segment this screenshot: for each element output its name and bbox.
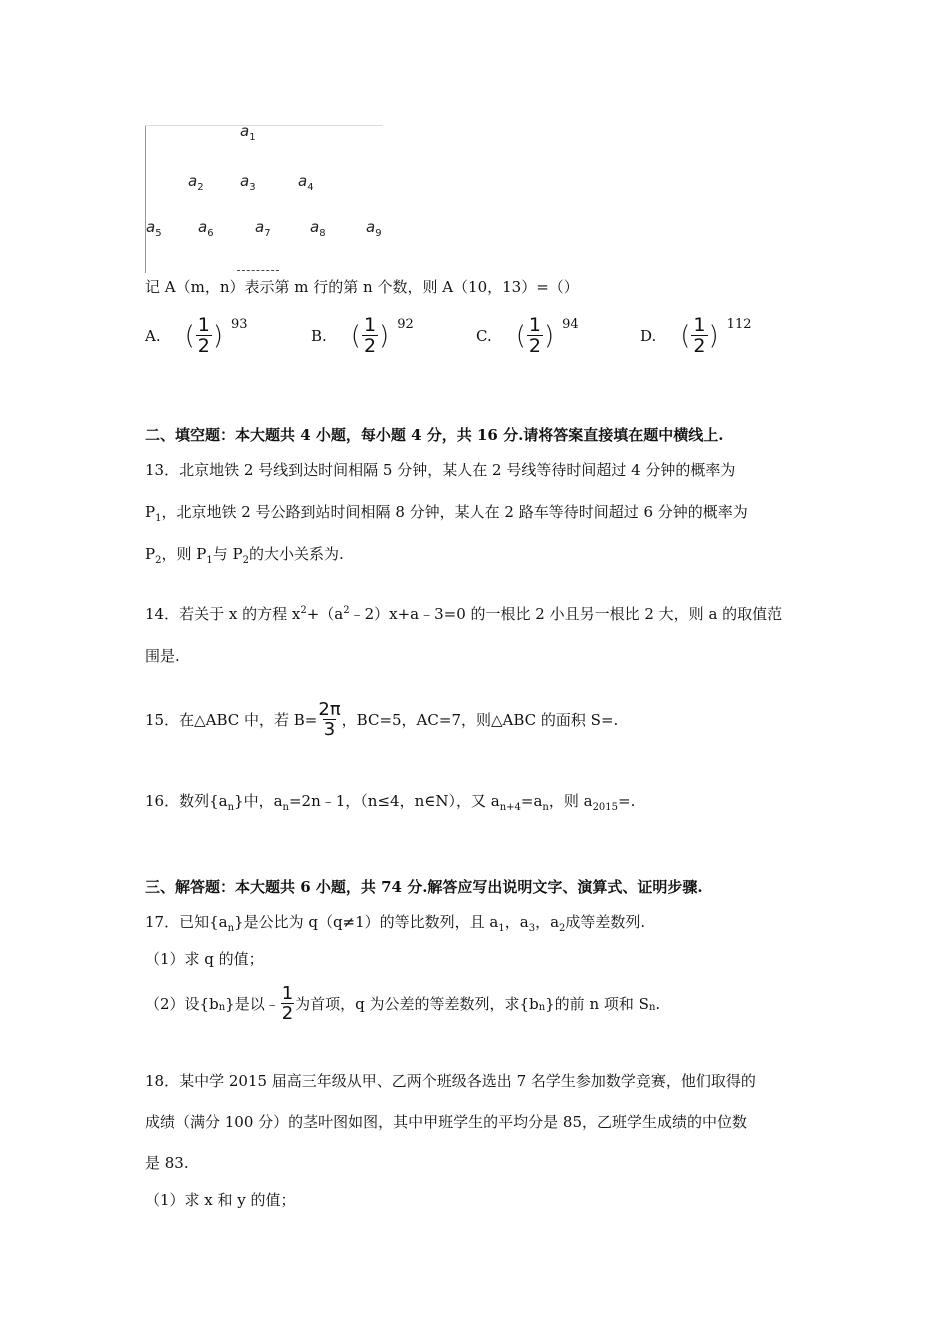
q17-subq1: （1）求 q 的值； (145, 950, 264, 968)
term-a2: $a_2$ (188, 172, 204, 193)
term-a1: $a_1$ (240, 122, 256, 143)
q15-line: 15．在△ABC 中，若 B= $\frac{2\pi}{3}$ ，BC=5，AC=7，则△ABC 的面积 S=. (145, 699, 619, 740)
fraction: $\frac{1}{2}$ (528, 314, 541, 357)
choice-label: A. (145, 326, 161, 345)
term-a7: $a_7$ (255, 218, 271, 239)
q12-choice-b: B. ( $\frac{1}{2}$ ) 92 (311, 314, 414, 357)
figure-top-border (145, 125, 383, 126)
section3-heading: 三、解答题：本大题共 6 小题，共 74 分.解答应写出说明文字、演算式、证明步骤. (145, 878, 703, 896)
q12-stem: 记 A（m，n）表示第 m 行的第 n 个数，则 A（10，13）=（） (145, 278, 579, 296)
q13-line2: $P_1$，北京地铁 2 号公路到站时间相隔 8 分钟，某人在 2 路车等待时间超过 6 分钟的概率为 (145, 503, 748, 524)
term-a4: $a_4$ (298, 172, 314, 193)
q13-line3: $P_2$，则 $P_1$与 $P_2$的大小关系为. (145, 545, 344, 566)
q18-line1: 18．某中学 2015 届高三年级从甲、乙两个班级各选出 7 名学生参加数学竞赛，他们取得的 (145, 1072, 756, 1090)
term-a9: $a_9$ (366, 218, 382, 239)
q18-line2: 成绩（满分 100 分）的茎叶图如图，其中甲班学生的平均分是 85，乙班学生成绩的中位数 (145, 1113, 748, 1131)
q18-line3: 是 83. (145, 1154, 189, 1172)
choice-label: C. (476, 326, 492, 345)
q12-choice-c: C. ( $\frac{1}{2}$ ) 94 (476, 314, 579, 357)
q18-subq1: （1）求 x 和 y 的值； (145, 1191, 296, 1209)
fraction: $\frac{1}{2}$ (281, 983, 294, 1024)
exponent: 92 (397, 317, 414, 332)
term-a6: $a_6$ (198, 218, 214, 239)
q14-line2: 围是. (145, 647, 180, 665)
figure-ellipsis-dashes (237, 270, 279, 271)
q12-choice-d: D. ( $\frac{1}{2}$ ) 112 (640, 314, 752, 357)
term-a5: $a_5$ (146, 218, 162, 239)
fraction: $\frac{1}{2}$ (363, 314, 377, 357)
term-a3: $a_3$ (240, 172, 256, 193)
figure-left-border (145, 125, 146, 273)
q16-line: 16．数列$\{a_n\}$中，$a_n=2n﹣1$，（n≤4，n∈N），又 $a_{n+4}=a_n$，则 $a_{2015}=$. (145, 792, 636, 813)
exponent: 94 (562, 317, 579, 332)
term-a8: $a_8$ (310, 218, 326, 239)
exponent: 112 (726, 317, 752, 332)
fraction: $\frac{1}{2}$ (197, 314, 210, 357)
q17-stem: 17．已知$\{a_n\}$是公比为 q（q≠1）的等比数列，且 $a_1$，$a_3$，$a_2$成等差数列. (145, 913, 646, 934)
fraction: $\frac{2\pi}{3}$ (318, 699, 341, 740)
choice-label: D. (640, 326, 657, 345)
fraction: $\frac{1}{2}$ (693, 314, 706, 357)
q14-line1: 14．若关于 x 的方程 $x^2+(a^2﹣2)x+a﹣3=0$ 的一根比 2 小且另一根比 2 大，则 a 的取值范 (145, 605, 783, 623)
choice-label: B. (311, 326, 327, 345)
section2-heading: 二、填空题：本大题共 4 小题，每小题 4 分，共 16 分.请将答案直接填在题中横线上. (145, 426, 724, 444)
q13-line1: 13．北京地铁 2 号线到达时间相隔 5 分钟，某人在 2 号线等待时间超过 4 分钟的概率为 (145, 461, 736, 479)
exponent: 93 (231, 317, 248, 332)
q12-choice-a: A. ( $\frac{1}{2}$ ) 93 (145, 314, 248, 357)
q17-subq2: （2）设{b $_n$ }是以﹣ $\frac{1}{2}$ 为首项，q 为公差的等差数列，求{b $_n$ }的前 n 项和 S $_n$ . (145, 983, 661, 1024)
